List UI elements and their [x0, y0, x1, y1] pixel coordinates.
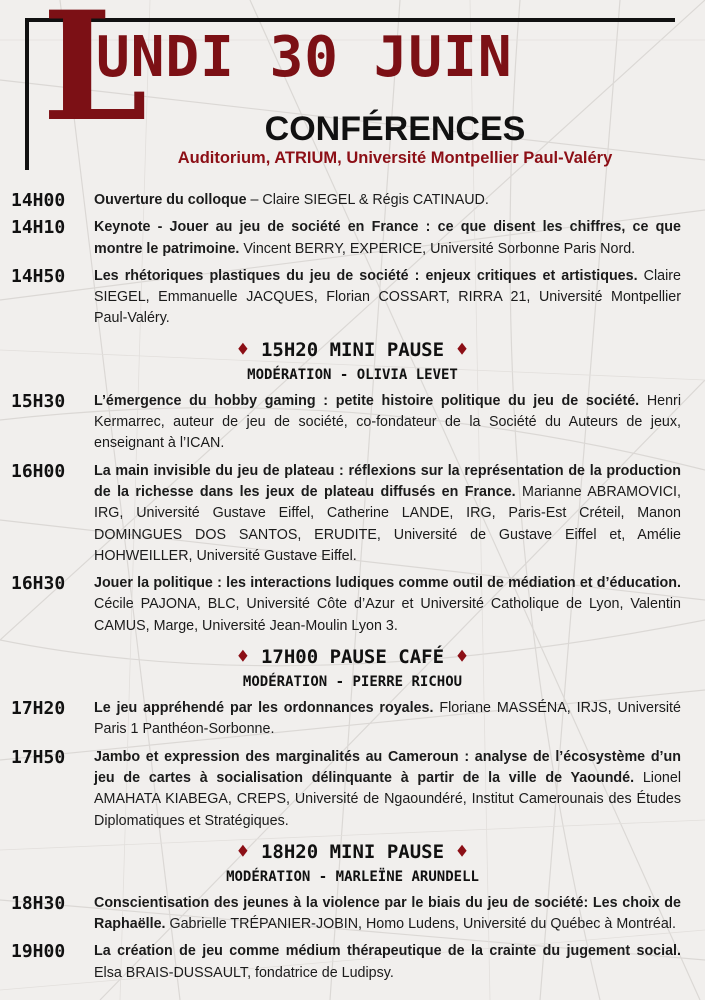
item-time: 14H00	[11, 190, 66, 211]
diamond-icon: ♦	[444, 336, 469, 361]
item-title: L’émergence du hobby gaming : petite histoire politique du jeu de société.	[94, 392, 640, 409]
item-description	[94, 573, 681, 637]
pause-heading	[0, 838, 705, 865]
program-item	[0, 391, 705, 455]
program-item	[0, 217, 705, 260]
item-title: Le jeu appréhendé par les ordonnances royales.	[94, 700, 434, 717]
item-title: Conscientisation des jeunes à la violence par le biais du jeu de société: Les choix de Raphaëlle.	[94, 894, 681, 933]
item-speakers: Floriane MASSÉNA, IRJS, Université Paris 1 Panthéon-Sorbonne.	[94, 700, 681, 738]
item-description	[94, 217, 681, 260]
item-description	[94, 747, 681, 832]
item-title: La main invisible du jeu de plateau : réflexions sur la représentation de la production de la richesse dans les jeux de plateau diffusés en France.	[94, 462, 681, 500]
item-description	[94, 391, 681, 455]
item-time: 18H30	[11, 892, 66, 914]
item-time: 15H30	[11, 390, 66, 412]
item-title: Les rhétoriques plastiques du jeu de société : enjeux critiques et artistiques.	[94, 267, 638, 284]
moderation-label: MODÉRATION - PIERRE RICHOU	[242, 674, 463, 691]
program-item	[0, 461, 705, 567]
item-title: Ouverture du colloque	[94, 192, 247, 208]
diamond-icon: ♦	[444, 838, 469, 863]
program-item	[0, 747, 705, 832]
item-speakers: Lionel AMAHATA KIABEGA, CREPS, Université de Ngaoundéré, Institut Camerounais des Études Diplomatiques et Stratégiques.	[94, 769, 681, 829]
item-title: La création de jeu comme médium thérapeutique de la crainte du jugement social.	[94, 943, 681, 960]
diamond-icon: ♦	[444, 644, 469, 669]
pause-label: 15H20 MINI PAUSE	[260, 338, 445, 361]
item-time: 19H00	[11, 941, 66, 963]
header-frame-left	[25, 18, 29, 170]
item-speakers: Vincent BERRY, EXPERICE, Université Sorbonne Paris Nord.	[239, 240, 636, 257]
item-speakers: Elsa BRAIS-DUSSAULT, fondatrice de Ludipsy.	[94, 964, 394, 981]
pause-heading	[0, 643, 705, 670]
program-item	[0, 941, 705, 984]
moderation-label: MODÉRATION - OLIVIA LEVET	[247, 366, 458, 383]
page-title: UNDI 30 JUIN	[96, 25, 513, 90]
item-title: Jouer la politique : les interactions ludiques comme outil de médiation et d’éducation.	[94, 575, 681, 592]
item-time: 16H00	[11, 460, 66, 482]
item-description	[94, 941, 681, 984]
moderation-label: MODÉRATION - MARLEÏNE ARUNDELL	[226, 868, 479, 885]
program-item	[0, 573, 705, 637]
program-item	[0, 266, 705, 330]
item-time: 14H10	[11, 217, 66, 239]
item-speakers: Marianne ABRAMOVICI, IRG, Université Gustave Eiffel, Catherine LANDE, IRG, Paris-Est Créteil, Manon DOMINGUES DOS SANTOS, ERUDITE, Université de Gustave Eiffel et, Amélie HOHWEILLER, Université Gustave Eiffel.	[94, 483, 681, 564]
item-description	[94, 190, 681, 211]
item-description	[94, 266, 681, 330]
diamond-icon: ♦	[236, 336, 261, 361]
item-time: 17H50	[11, 746, 66, 768]
item-speakers: Claire SIEGEL, Emmanuelle JACQUES, Florian COSSART, RIRRA 21, Université Montpellier Paul-Valéry.	[94, 267, 681, 327]
item-time: 14H50	[11, 265, 66, 287]
item-speakers: Gabrielle TRÉPANIER-JOBIN, Homo Ludens, Université du Québec à Montréal.	[165, 916, 676, 933]
item-description	[94, 893, 681, 936]
program-item	[0, 893, 705, 936]
pause-label: 17H00 PAUSE CAFÉ	[260, 646, 445, 669]
program-item	[0, 190, 705, 211]
item-title: Keynote - Jouer au jeu de société en France : ce que disent les chiffres, ce que montre le patrimoine.	[94, 219, 681, 257]
diamond-icon: ♦	[236, 644, 261, 669]
diamond-icon: ♦	[236, 838, 261, 863]
page-subtitle: CONFÉRENCES	[264, 110, 526, 148]
venue: Auditorium, ATRIUM, Université Montpellier Paul-Valéry	[177, 149, 613, 167]
item-time: 17H20	[11, 698, 66, 720]
item-speakers: Henri Kermarrec, auteur de jeu de société, co-fondateur de la Société du Auteurs de jeux, enseignant à l’ICAN.	[94, 392, 681, 452]
item-time: 16H30	[11, 573, 66, 595]
title-initial: L	[42, 0, 148, 155]
item-description	[94, 461, 681, 567]
program-list	[0, 190, 705, 990]
pause-label: 18H20 MINI PAUSE	[260, 840, 445, 863]
pause-heading	[0, 336, 705, 363]
item-speakers: – Claire SIEGEL & Régis CATINAUD.	[246, 192, 489, 208]
program-item	[0, 698, 705, 741]
item-title: Jambo et expression des marginalités au Cameroun : analyse de l’écosystème d’un jeu de cartes à socialisation délinquante à partir de la ville de Yaoundé.	[94, 748, 681, 786]
item-description	[94, 698, 681, 741]
item-speakers: Cécile PAJONA, BLC, Université Côte d’Azur et Université Catholique de Lyon, Valentin CAMUS, Marge, Université Jean-Moulin Lyon 3.	[94, 596, 681, 634]
